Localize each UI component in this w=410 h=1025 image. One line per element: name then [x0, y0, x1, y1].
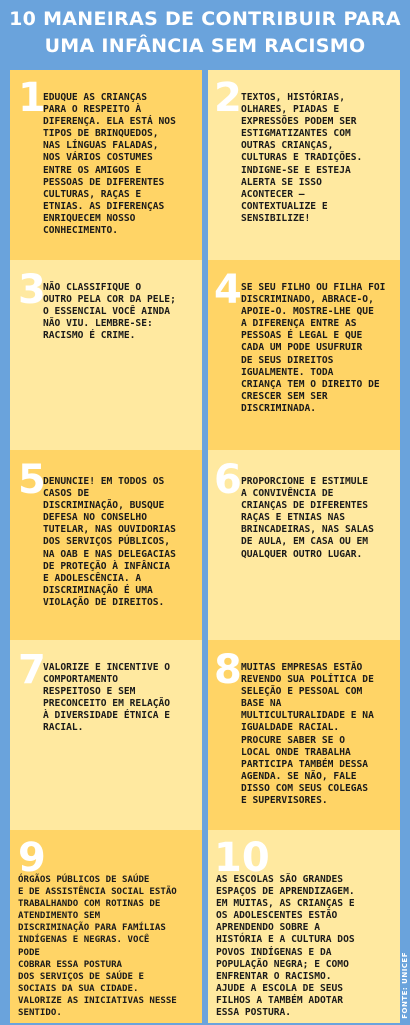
tip-text-4: SE SEU FILHO OU FILHA FOI DISCRIMINADO, ABRACE-O, APOIE-O. MOSTRE-LHE QUE A DIFERENÇA ENTRE AS PESSOAS É LEGAL E QUE CADA UM PODE USUFRUIR DE SEUS DIREITOS IGUALMENTE. TODA CRIANÇA TEM O DIREITO DE CRESCER SEM SER DISCRIMINADA. [241, 282, 386, 414]
tip-text-8: MUITAS EMPRESAS ESTÃO REVENDO SUA POLÍTICA DE SELEÇÃO E PESSOAL COM BASE NA MULTICULTURALIDADE E NA IGUALDADE RACIAL. PROCURE SABER SE O LOCAL ONDE TRABALHA PARTICIPA TAMBÉM DESSA AGENDA. SE NÃO, FALE DISSO COM SEUS COLEGAS E SUPERVISORES. [241, 662, 374, 807]
tip-card-5 [10, 450, 202, 640]
title-line-2: UMA INFÂNCIA SEM RACISMO [44, 35, 366, 57]
tips-grid [10, 70, 400, 1023]
tip-card-8 [208, 640, 400, 830]
tip-text-6: PROPORCIONE E ESTIMULE A CONVIVÊNCIA DE CRIANÇAS DE DIFERENTES RAÇAS E ETNIAS NAS BRINCADEIRAS, NAS SALAS DE AULA, EM CASA OU EM QUALQUER OUTRO LUGAR. [241, 476, 374, 560]
tip-number-7: 7 [18, 647, 46, 693]
tip-number-9: 9 [18, 835, 46, 881]
tip-number-10: 10 [214, 835, 270, 881]
tip-text-9: ÓRGÃOS PÚBLICOS DE SAÚDE E DE ASSISTÊNCIA SOCIAL ESTÃO TRABALHANDO COM ROTINAS DE ATENDIMENTO SEM DISCRIMINAÇÃO PARA FAMÍLIAS INDÍGENAS E NEGRAS. VOCÊ PODE COBRAR ESSA POSTURA DOS SERVIÇOS DE SAÚDE E SOCIAIS DA SUA CIDADE. VALORIZE AS INICIATIVAS NESSE SENTIDO. [18, 875, 177, 1019]
title-line-1: 10 MANEIRAS DE CONTRIBUIR PARA [9, 8, 401, 30]
tip-card-6 [208, 450, 400, 640]
tip-number-6: 6 [214, 457, 242, 503]
tip-text-7: VALORIZE E INCENTIVE O COMPORTAMENTO RESPEITOSO E SEM PRECONCEITO EM RELAÇÃO À DIVERSIDADE ÉTNICA E RACIAL. [43, 662, 171, 734]
tip-card-3 [10, 260, 202, 450]
tip-card-10 [208, 830, 400, 1023]
tip-card-7 [10, 640, 202, 830]
tip-text-1: EDUQUE AS CRIANÇAS PARA O RESPEITO À DIFERENÇA. ELA ESTÁ NOS TIPOS DE BRINQUEDOS, NAS LÍNGUAS FALADAS, NOS VÁRIOS COSTUMES ENTRE OS AMIGOS E PESSOAS DE DIFERENTES CULTURAS, RAÇAS E ETNIAS. AS DIFERENÇAS ENRIQUECEM NOSSO CONHECIMENTO. [43, 92, 176, 237]
tip-text-5: DENUNCIE! EM TODOS OS CASOS DE DISCRIMINAÇÃO, BUSQUE DEFESA NO CONSELHO TUTELAR, NAS OUVIDORIAS DOS SERVIÇOS PÚBLICOS, NA OAB E NAS DELEGACIAS DE PROTEÇÃO À INFÂNCIA E ADOLESCÊNCIA. A DISCRIMINAÇÃO É UMA VIOLAÇÃO DE DIREITOS. [43, 476, 176, 608]
tip-card-2 [208, 70, 400, 260]
tip-number-2: 2 [214, 75, 242, 121]
tip-card-4 [208, 260, 400, 450]
tip-text-2: TEXTOS, HISTÓRIAS, OLHARES, PIADAS E EXPRESSÕES PODEM SER ESTIGMATIZANTES COM OUTRAS CRIANÇAS, CULTURAS E TRADIÇÕES. INDIGNE-SE E ESTEJA ALERTA SE ISSO ACONTECER – CONTEXTUALIZE E SENSIBILIZE! [241, 92, 363, 224]
tip-number-4: 4 [214, 267, 242, 313]
source-credit: FONTE: UNICEF [401, 952, 409, 1019]
tip-number-3: 3 [18, 267, 46, 313]
tip-number-8: 8 [214, 647, 242, 693]
tip-card-9 [10, 830, 202, 1023]
tip-text-10: AS ESCOLAS SÃO GRANDES ESPAÇOS DE APRENDIZAGEM. EM MUITAS, AS CRIANÇAS E OS ADOLESCENTES ESTÃO APRENDENDO SOBRE A HISTÓRIA E A CULTURA DOS POVOS INDÍGENAS E DA POPULAÇÃO NEGRA; E COMO ENFRENTAR O RACISMO. AJUDE A ESCOLA DE SEUS FILHOS A TAMBÉM ADOTAR ESSA POSTURA. [216, 874, 355, 1019]
tip-number-5: 5 [18, 457, 46, 503]
tip-text-3: NÃO CLASSIFIQUE O OUTRO PELA COR DA PELE; O ESSENCIAL VOCÊ AINDA NÃO VIU. LEMBRE-SE: RACISMO É CRIME. [43, 282, 176, 342]
tip-number-1: 1 [18, 75, 46, 121]
tip-card-1 [10, 70, 202, 260]
page-title [0, 6, 410, 60]
